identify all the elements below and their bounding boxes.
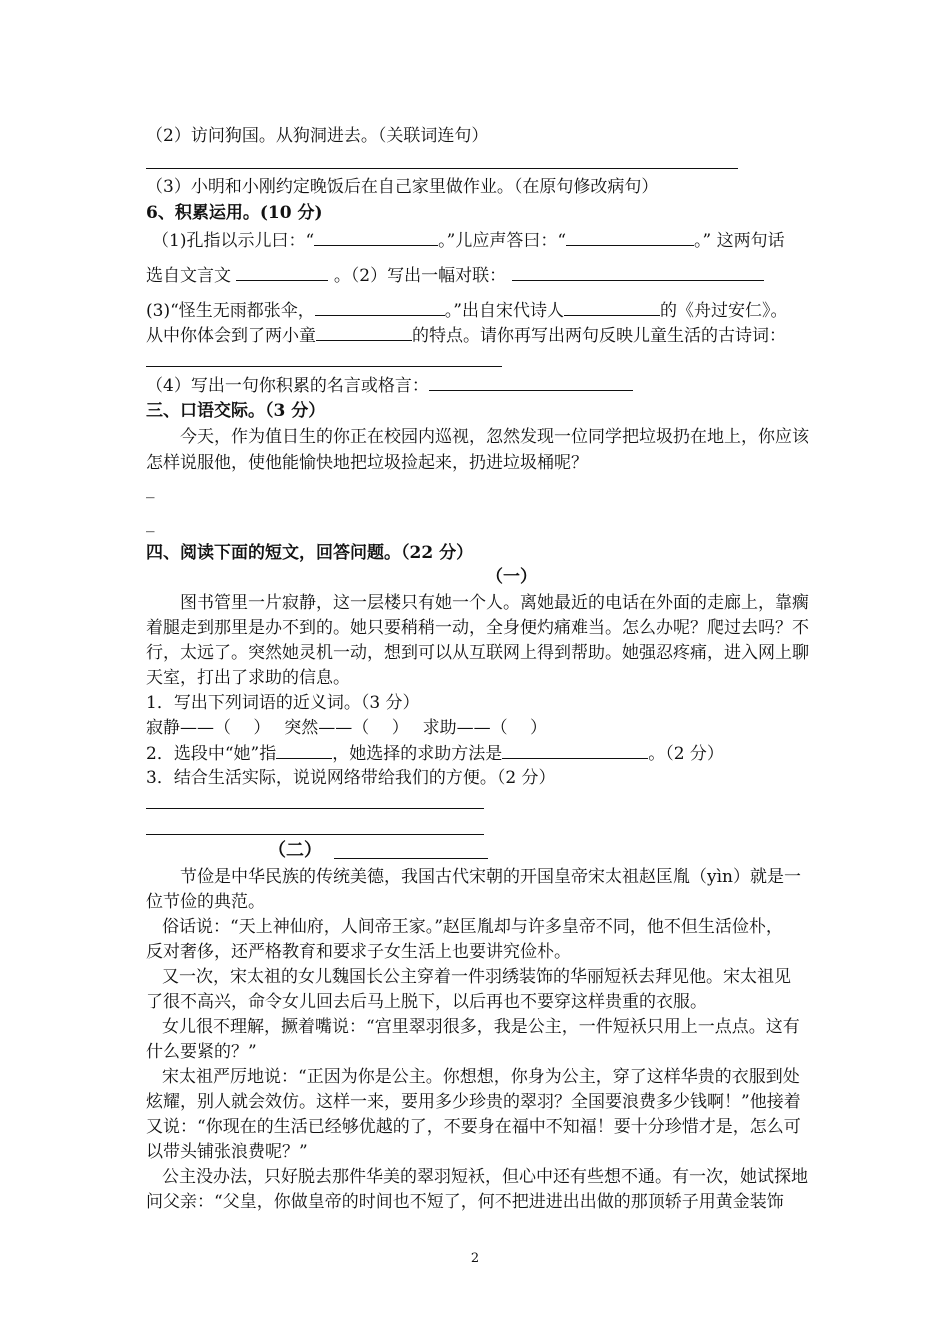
- q6-line-4: [146, 324, 786, 347]
- question-3-text: （3）小明和小刚约定晚饭后在自己家里做作业。（在原句修改病句）: [146, 177, 659, 197]
- passage-2-line: 位节俭的典范。: [146, 892, 265, 912]
- answer-blank[interactable]: [314, 229, 438, 246]
- reading-question-3: 3．结合生活实际，说说网络带给我们的方便。（2 分）: [146, 768, 556, 788]
- answer-blank[interactable]: [236, 264, 328, 281]
- passage-1-line: 行，太远了。突然她灵机一动，想到可以从互联网上得到帮助。她强忍疼痛，进入网上聊: [146, 643, 809, 663]
- q6-l1-a: （1)孔指以示儿曰：“: [152, 231, 315, 251]
- q6-line-3: [146, 299, 787, 322]
- answer-dash: _: [146, 513, 155, 533]
- reading-question-1: 1．写出下列词语的近义词。（3 分）: [146, 693, 420, 713]
- passage-2-line: 宋太祖严厉地说：“正因为你是公主。你想想，你身为公主，穿了这样华贵的衣服到处: [162, 1067, 800, 1087]
- q6-l1-b: 。”儿应声答曰：“: [438, 231, 567, 251]
- q6-l1-c: 。” 这两句话: [694, 231, 785, 251]
- rq2-c: 。（2 分）: [648, 744, 724, 764]
- answer-blank[interactable]: [315, 299, 445, 316]
- question-2-text: （2）访问狗国。从狗洞进去。（关联词连句）: [146, 126, 489, 146]
- q6-l4-a: 从中你体会到了两小童: [146, 326, 316, 346]
- page-number: 2: [470, 1251, 480, 1266]
- answer-blank[interactable]: [429, 374, 633, 391]
- synonym-blanks[interactable]: 寂静——（ ） 突然——（ ） 求助——（ ）: [146, 718, 548, 738]
- answer-blank[interactable]: [316, 324, 412, 341]
- passage-2-line: 俗话说：“天上神仙府，人间帝王家。”赵匡胤却与许多皇帝不同，他不但生活俭朴，: [162, 917, 783, 937]
- passage-2-line: 以带头铺张浪费呢？”: [146, 1142, 308, 1162]
- passage-1-line: 着腿走到那里是办不到的。她只要稍稍一动，全身便灼痛难当。怎么办呢？爬过去吗？不: [146, 618, 809, 638]
- passage-1-line: 天室，打出了求助的信息。: [146, 668, 350, 688]
- part-3-title: 三、口语交际。（3 分）: [146, 401, 326, 421]
- passage-2-line: 公主没办法，只好脱去那件华美的翠羽短袄，但心中还有些想不通。有一次，她试探地: [162, 1167, 808, 1187]
- answer-line: [146, 168, 738, 169]
- reading-question-2: [146, 742, 724, 765]
- answer-blank[interactable]: [566, 229, 694, 246]
- q6-l3-c: 的《舟过安仁》。: [659, 301, 788, 321]
- passage-2-line: 了很不高兴，命令女儿回去后马上脱下，以后再也不要穿这样贵重的衣服。: [146, 992, 707, 1012]
- passage-2-line: 女儿很不理解，撅着嘴说：“宫里翠羽很多，我是公主，一件短袄只用上一点点。这有: [162, 1017, 800, 1037]
- passage-2-line: 炫耀，别人就会效仿。这样一来，要用多少珍贵的翠羽？全国要浪费多少钱啊！”他接着: [146, 1092, 801, 1112]
- passage-2-line: 什么要紧的？”: [146, 1042, 257, 1062]
- answer-line: [146, 834, 484, 835]
- answer-line: [334, 858, 488, 859]
- answer-line: [146, 808, 484, 809]
- answer-blank[interactable]: [276, 742, 332, 759]
- q6-l2-b: 。（2）写出一幅对联：: [333, 266, 507, 286]
- part-4-title: 四、阅读下面的短文，回答问题。（22 分）: [146, 543, 474, 563]
- section-6-title: 6、积累运用。(10 分): [146, 203, 323, 223]
- q6-l5: （4）写出一句你积累的名言或格言：: [146, 376, 429, 396]
- rq2-a: 2．选段中“她”指: [146, 744, 277, 764]
- passage-2-line: 又一次，宋太祖的女儿魏国长公主穿着一件羽绣装饰的华丽短袄去拜见他。宋太祖见: [162, 967, 791, 987]
- q6-l2-a: 选自文言文: [146, 266, 231, 286]
- q6-line-1: [152, 229, 785, 252]
- passage-2-line: 节俭是中华民族的传统美德，我国古代宋朝的开国皇帝宋太祖赵匡胤（yìn）就是一: [180, 867, 801, 887]
- q6-l3-a: (3)“怪生无雨都张伞，: [146, 301, 315, 321]
- passage-2-line: 反对奢侈，还严格教育和要求子女生活上也要讲究俭朴。: [146, 942, 571, 962]
- rq2-b: ，她选择的求助方法是: [332, 744, 503, 764]
- part-3-paragraph: 怎样说服他，使他能愉快地把垃圾捡起来，扔进垃圾桶呢？: [146, 453, 588, 473]
- passage-2-line: 又说：“你现在的生活已经够优越的了，不要身在福中不知福！要十分珍惜才是，怎么可: [146, 1117, 801, 1137]
- q6-line-5: [146, 374, 633, 397]
- passage-2-label: （二）: [268, 840, 322, 861]
- answer-dash: _: [146, 479, 155, 499]
- answer-line: [146, 366, 502, 367]
- passage-1-label: （一）: [486, 567, 537, 587]
- answer-blank[interactable]: [564, 299, 660, 316]
- answer-blank[interactable]: [512, 264, 764, 281]
- q6-l4-b: 的特点。请你再写出两句反映儿童生活的古诗词：: [412, 326, 786, 346]
- q6-line-2: [146, 264, 764, 287]
- passage-2-line: 问父亲：“父皇，你做皇帝的时间也不短了，何不把进进出出做的那顶轿子用黄金装饰: [146, 1192, 784, 1212]
- answer-blank[interactable]: [502, 742, 648, 759]
- q6-l3-b: 。”出自宋代诗人: [444, 301, 564, 321]
- part-3-paragraph: 今天，作为值日生的你正在校园内巡视，忽然发现一位同学把垃圾扔在地上，你应该: [180, 427, 809, 447]
- passage-1-line: 图书管里一片寂静，这一层楼只有她一个人。离她最近的电话在外面的走廊上，靠瘸: [180, 593, 809, 613]
